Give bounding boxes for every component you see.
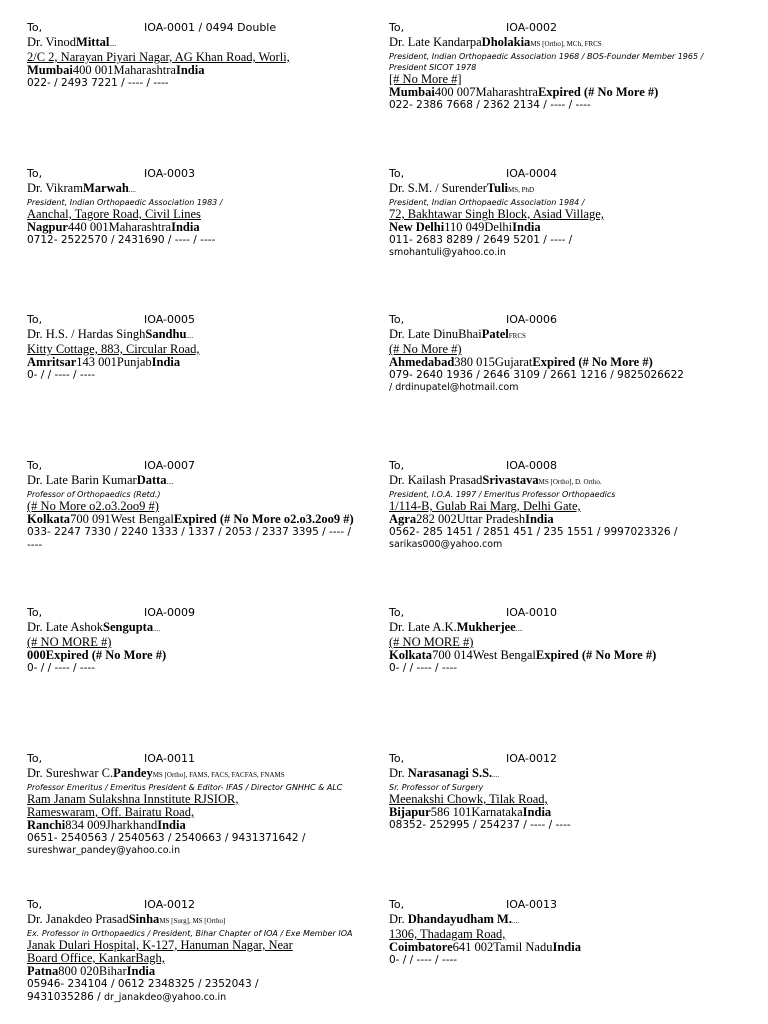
address-line: 1/114-B, Gulab Rai Marg, Delhi Gate, xyxy=(389,499,581,513)
member-name xyxy=(27,36,377,51)
city-line xyxy=(27,649,377,662)
label-header xyxy=(27,752,377,767)
email-address[interactable]: dr_janakdeo@yahoo.co.in xyxy=(104,992,227,1003)
phone-numbers: 05946- 234104 / 0612 2348325 / 2352043 / xyxy=(27,978,259,990)
phone-numbers: 011- 2683 8289 / 2649 5201 / ---- / xyxy=(389,234,573,246)
status-expired: Expired (# No More #) xyxy=(532,355,653,369)
name-surname: Dhandayudham M. xyxy=(407,912,512,926)
state: West Bengal xyxy=(472,648,536,662)
state: Bihar xyxy=(98,964,127,978)
phone-numbers: 0712- 2522570 / 2431690 / ---- / ---- xyxy=(27,234,216,246)
name-qualification: MS [Ortho], D. Ortho. xyxy=(538,478,602,486)
name-title: Dr. Late A.K. xyxy=(389,620,457,634)
designation: Ex. Professor in Orthopaedics / President, Bihar Chapter of IOA / Exe Member IOA xyxy=(27,929,353,938)
city: Bijapur xyxy=(389,805,431,819)
address-label xyxy=(27,459,377,552)
pin-code: 400 001 xyxy=(72,63,114,77)
address-label xyxy=(27,21,377,90)
address-label xyxy=(389,898,739,967)
member-code: IOA-0005 xyxy=(144,313,195,326)
name-qualification: MS [Ortho], FAMS, FACS, FACFAS, FNAMS xyxy=(152,771,285,779)
member-name xyxy=(389,182,739,197)
name-surname: Datta xyxy=(136,473,167,487)
email-address[interactable]: sarikas000@yahoo.com xyxy=(389,539,503,550)
status-expired: Expired (# No More #) xyxy=(537,85,659,99)
address-label xyxy=(27,898,377,1004)
designation: Professor of Orthopaedics (Retd.) xyxy=(27,490,161,499)
country: India xyxy=(175,63,205,77)
member-code: IOA-0008 xyxy=(506,459,557,472)
name-surname: Dholakia xyxy=(481,35,531,49)
address-line: (# NO MORE #) xyxy=(389,635,474,649)
address-line: Ram Janam Sulakshna Innstitute RJSIOR, xyxy=(27,792,239,806)
phone-email-line xyxy=(27,991,377,1004)
designation: Sr. Professor of Surgery xyxy=(389,783,484,792)
name-qualification: MS, PhD xyxy=(508,186,535,194)
city: Kolkata xyxy=(389,648,433,662)
member-name xyxy=(389,474,739,489)
label-header xyxy=(389,606,739,621)
pin-code: 440 001 xyxy=(67,220,109,234)
state: Maharashtra xyxy=(108,220,172,234)
member-code: IOA-0013 xyxy=(506,898,557,911)
email-address[interactable]: smohantuli@yahoo.co.in xyxy=(389,247,506,258)
label-header xyxy=(27,21,377,36)
member-name xyxy=(27,182,377,197)
member-name xyxy=(27,328,377,343)
phone-numbers: 0- / / ---- / ---- xyxy=(389,662,458,674)
name-surname: Sengupta xyxy=(103,620,154,634)
address-label xyxy=(27,167,377,247)
name-surname: Tuli xyxy=(486,181,509,195)
email-address[interactable]: / drdinupatel@hotmail.com xyxy=(389,382,519,393)
label-header xyxy=(27,313,377,328)
status-expired: Expired (# No More #) xyxy=(45,648,167,662)
to-label: To, xyxy=(27,752,43,765)
phone-numbers: 0- / / ---- / ---- xyxy=(27,369,96,381)
name-qualification: MS [Surg], MS [Ortho] xyxy=(159,917,226,925)
to-label: To, xyxy=(389,606,405,619)
member-code: IOA-0002 xyxy=(506,21,557,34)
label-header xyxy=(389,21,739,36)
state: Karnataka xyxy=(471,805,523,819)
address-line: Aanchal, Tagore Road, Civil Lines xyxy=(27,207,201,221)
city-line xyxy=(27,64,377,77)
address-line: Meenakshi Chowk, Tilak Road, xyxy=(389,792,548,806)
phone-numbers: 022- 2386 7668 / 2362 2134 / ---- / ---- xyxy=(389,99,591,111)
member-code: IOA-0011 xyxy=(144,752,195,765)
country: India xyxy=(512,220,541,234)
status-expired: Expired (# No More #) xyxy=(535,648,657,662)
city: Coimbatore xyxy=(389,940,453,954)
name-qualification: .... xyxy=(511,917,519,925)
country: India xyxy=(151,355,181,369)
name-surname: Marwah xyxy=(82,181,129,195)
phone-numbers: 0562- 285 1451 / 2851 451 / 235 1551 / 9997023326 / xyxy=(389,526,678,538)
name-title: Dr. Vikram xyxy=(27,181,83,195)
name-title: Dr. S.M. / Surender xyxy=(389,181,487,195)
member-code: IOA-0004 xyxy=(506,167,557,180)
to-label: To, xyxy=(27,313,43,326)
to-label: To, xyxy=(27,898,43,911)
name-title: Dr. H.S. / Hardas Singh xyxy=(27,327,146,341)
address-label xyxy=(389,459,739,551)
state: Maharashtra xyxy=(113,63,176,77)
city: Ahmedabad xyxy=(389,355,455,369)
pin-code: 000 xyxy=(27,648,46,662)
city-line xyxy=(389,513,739,526)
state: Delhi xyxy=(484,220,513,234)
designation: President, Indian Orthopaedic Association 1968 / BOS-Founder Member 1965 / President SICOT 1978 xyxy=(389,52,704,72)
to-label: To, xyxy=(27,459,43,472)
name-title: Dr. xyxy=(389,766,408,780)
country: India xyxy=(552,940,581,954)
pin-code: 110 049 xyxy=(444,220,485,234)
city: Nagpur xyxy=(27,220,68,234)
member-name xyxy=(27,913,377,928)
address-label xyxy=(27,313,377,382)
city: Kolkata xyxy=(27,512,71,526)
name-title: Dr. Late Kandarpa xyxy=(389,35,482,49)
address-line: (# No More o2.o3.2oo9 #) xyxy=(27,499,159,513)
member-name xyxy=(27,474,377,489)
pin-code: 834 009 xyxy=(65,818,106,832)
state: Gujarat xyxy=(494,355,533,369)
name-qualification: FRCS xyxy=(508,332,526,340)
member-code: IOA-0010 xyxy=(506,606,557,619)
label-header xyxy=(389,898,739,913)
city-line xyxy=(389,86,739,99)
member-name xyxy=(389,913,739,928)
state: Punjab xyxy=(116,355,152,369)
address-line: Kitty Cottage, 883, Circular Road, xyxy=(27,342,200,356)
label-header xyxy=(27,459,377,474)
member-name xyxy=(389,767,739,782)
member-name xyxy=(389,328,739,343)
label-header xyxy=(389,459,739,474)
name-surname: Sinha xyxy=(128,912,160,926)
name-title: Dr. xyxy=(389,912,408,926)
member-code: IOA-0001 / 0494 Double xyxy=(144,21,277,34)
pin-code: 700 091 xyxy=(70,512,111,526)
address-line: 2/C 2, Narayan Piyari Nagar, AG Khan Road, Worli, xyxy=(27,50,290,64)
to-label: To, xyxy=(389,459,405,472)
pin-code: 800 020 xyxy=(58,964,99,978)
name-qualification: .... xyxy=(515,625,523,633)
member-code: IOA-0009 xyxy=(144,606,195,619)
name-surname: Mittal xyxy=(76,35,110,49)
city-line xyxy=(27,965,377,978)
city-line xyxy=(389,221,739,234)
address-line: Rameswaram, Off. Bairatu Road, xyxy=(27,805,195,819)
name-qualification: .... xyxy=(492,771,500,779)
address-line: (# NO MORE #) xyxy=(27,635,112,649)
city: Amritsar xyxy=(27,355,77,369)
member-name xyxy=(389,36,739,51)
designation: President, Indian Orthopaedic Association 1983 / xyxy=(27,198,223,207)
country: India xyxy=(126,964,156,978)
city-line xyxy=(27,819,377,832)
phone-numbers: 079- 2640 1936 / 2646 3109 / 2661 1216 / 9825026622 xyxy=(389,369,684,381)
country: India xyxy=(157,818,186,832)
phone-numbers: 033- 2247 7330 / 2240 1333 / 1337 / 2053 / 2337 3395 / ---- / ---- xyxy=(27,526,352,551)
city: Ranchi xyxy=(27,818,66,832)
to-label: To, xyxy=(389,167,405,180)
phone-numbers: 0- / / ---- / ---- xyxy=(389,954,458,966)
country: India xyxy=(525,512,554,526)
city: Agra xyxy=(389,512,417,526)
name-title: Dr. Sureshwar C. xyxy=(27,766,114,780)
member-code: IOA-0006 xyxy=(506,313,557,326)
to-label: To, xyxy=(389,752,405,765)
pin-code: 282 002 xyxy=(416,512,457,526)
city: Mumbai xyxy=(389,85,435,99)
name-surname: Sandhu xyxy=(145,327,187,341)
name-qualification: .... xyxy=(153,625,161,633)
address-label xyxy=(389,313,739,394)
phone-numbers-cont: 9431035286 / xyxy=(27,991,101,1003)
name-title: Dr. Vinod xyxy=(27,35,77,49)
address-line: 1306, Thadagam Road, xyxy=(389,927,506,941)
pin-code: 586 101 xyxy=(430,805,472,819)
status-expired: Expired (# No More o2.o3.2oo9 #) xyxy=(173,512,354,526)
city-line xyxy=(389,806,739,819)
name-qualification: .... xyxy=(128,186,136,194)
label-header xyxy=(389,752,739,767)
member-name xyxy=(389,621,739,636)
member-name xyxy=(27,767,377,782)
state: Tamil Nadu xyxy=(493,940,553,954)
pin-code: 641 002 xyxy=(452,940,494,954)
name-surname: Mukherjee xyxy=(456,620,516,634)
address-line: [# No More #] xyxy=(389,72,462,86)
designation: President, I.O.A. 1997 / Emeritus Professor Orthopaedics xyxy=(389,490,616,499)
city-line xyxy=(27,221,377,234)
label-header xyxy=(27,898,377,913)
name-qualification: .... xyxy=(166,478,174,486)
phone-numbers: 0651- 2540563 / 2540563 / 2540663 / 9431371642 / xyxy=(27,832,306,844)
email-address[interactable]: sureshwar_pandey@yahoo.co.in xyxy=(27,845,181,856)
name-qualification: .... xyxy=(109,40,117,48)
address-line: Janak Dulari Hospital, K-127, Hanuman Nagar, Near xyxy=(27,938,293,952)
state: Maharashtra xyxy=(475,85,538,99)
name-surname: Patel xyxy=(481,327,509,341)
city-line xyxy=(389,356,739,369)
pin-code: 700 014 xyxy=(432,648,473,662)
member-code: IOA-0007 xyxy=(144,459,195,472)
label-header xyxy=(389,313,739,328)
address-label xyxy=(27,606,377,675)
designation: Professor Emeritus / Emeritus President & Editor- IFAS / Director GNHHC & ALC xyxy=(27,783,343,792)
name-surname: Narasanagi S.S. xyxy=(407,766,493,780)
member-code: IOA-0012 xyxy=(144,898,195,911)
to-label: To, xyxy=(27,606,43,619)
state: Uttar Pradesh xyxy=(456,512,526,526)
label-header xyxy=(27,167,377,182)
address-line: (# No More #) xyxy=(389,342,462,356)
to-label: To, xyxy=(27,167,43,180)
address-label xyxy=(389,167,739,259)
name-surname: Srivastava xyxy=(482,473,539,487)
city: Patna xyxy=(27,964,59,978)
name-title: Dr. Late Barin Kumar xyxy=(27,473,137,487)
pin-code: 143 001 xyxy=(76,355,117,369)
name-title: Dr. Late DinuBhai xyxy=(389,327,482,341)
city-line xyxy=(389,941,739,954)
country: India xyxy=(171,220,200,234)
to-label: To, xyxy=(389,21,405,34)
member-code: IOA-0003 xyxy=(144,167,195,180)
state: Jharkhand xyxy=(105,818,158,832)
name-surname: Pandey xyxy=(113,766,153,780)
member-code: IOA-0012 xyxy=(506,752,557,765)
name-title: Dr. Janakdeo Prasad xyxy=(27,912,129,926)
label-header xyxy=(27,606,377,621)
address-label xyxy=(389,21,739,112)
to-label: To, xyxy=(389,313,405,326)
pin-code: 400 007 xyxy=(434,85,476,99)
address-label xyxy=(389,606,739,675)
address-label xyxy=(27,752,377,857)
label-header xyxy=(389,167,739,182)
address-line: Board Office, KankarBagh, xyxy=(27,951,165,965)
city-line xyxy=(27,513,377,526)
city: New Delhi xyxy=(389,220,445,234)
designation: President, Indian Orthopaedic Association 1984 / xyxy=(389,198,585,207)
to-label: To, xyxy=(389,898,405,911)
address-label xyxy=(389,752,739,832)
city-line xyxy=(27,356,377,369)
name-qualification: MS [Ortho], MCh, FRCS xyxy=(530,40,602,48)
member-name xyxy=(27,621,377,636)
city: Mumbai xyxy=(27,63,73,77)
name-title: Dr. Kailash Prasad xyxy=(389,473,483,487)
state: West Bengal xyxy=(110,512,174,526)
pin-code: 380 015 xyxy=(454,355,495,369)
name-title: Dr. Late Ashok xyxy=(27,620,104,634)
to-label: To, xyxy=(27,21,43,34)
phone-numbers: 0- / / ---- / ---- xyxy=(27,662,96,674)
phone-numbers: 022- / 2493 7221 / ---- / ---- xyxy=(27,77,169,89)
city-line xyxy=(389,649,739,662)
name-qualification: .... xyxy=(186,332,194,340)
address-line: 72, Bakhtawar Singh Block, Asiad Village, xyxy=(389,207,604,221)
country: India xyxy=(522,805,552,819)
phone-numbers: 08352- 252995 / 254237 / ---- / ---- xyxy=(389,819,571,831)
